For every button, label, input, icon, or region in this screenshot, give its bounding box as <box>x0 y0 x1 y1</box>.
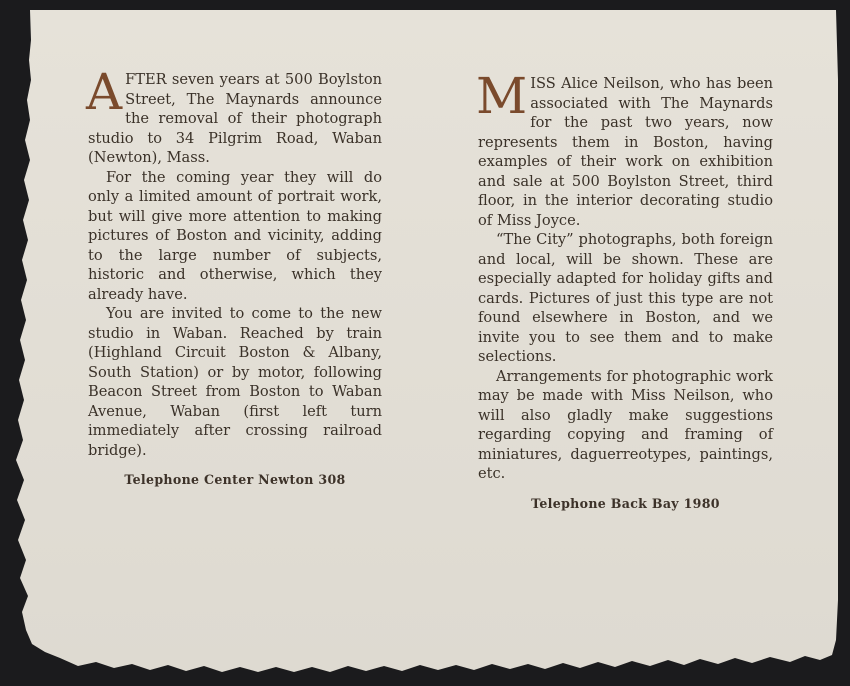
right-paragraph-2: “The City” photographs, both foreign and local, will be shown. These are especially adapted for holiday gifts and cards. Pictures of just this type are not found elsewhere in Boston, and we invite you to see them and to make selections. <box>478 231 773 365</box>
right-paragraph-1 <box>476 67 773 230</box>
right-dropcap: M <box>476 67 528 125</box>
left-paragraph-1 <box>86 63 382 168</box>
left-paragraph-1-text: FTER seven years at 500 Boylston Street, The Maynards announce the removal of their photograph studio to 34 Pilgrim Road, Waban (Newton), Mass. <box>88 71 382 166</box>
right-column <box>476 67 773 513</box>
right-telephone: Telephone Back Bay 1980 <box>531 495 720 511</box>
left-paragraph-2: For the coming year they will do only a limited amount of portrait work, but will give more attention to making pictures of Boston and vicinity, adding to the large number of subjects, historic and otherwise, which they already have. <box>88 168 382 303</box>
left-dropcap: A <box>86 63 123 121</box>
right-paragraph-1-text: ISS Alice Neilson, who has been associated with The Maynards for the past two years, now represents them in Boston, having examples of their work on exhibition and sale at 500 Boylston Street, third floor, in the interior decorating studio of Miss Joyce. <box>478 75 773 229</box>
left-column <box>86 63 382 490</box>
left-telephone: Telephone Center Newton 308 <box>124 472 346 487</box>
left-paragraph-3: You are invited to come to the new studio in Waban. Reached by train (Highland Circuit Boston & Albany, South Station) or by motor, following Beacon Street from Boston to Waban Avenue, Waban (first left turn immediately after crossing railroad bridge). <box>88 305 382 459</box>
right-paragraph-3: Arrangements for photographic work may be made with Miss Neilson, who will also gladly make suggestions regarding copying and framing of miniatures, daguerreotypes, paintings, etc. <box>478 367 773 482</box>
